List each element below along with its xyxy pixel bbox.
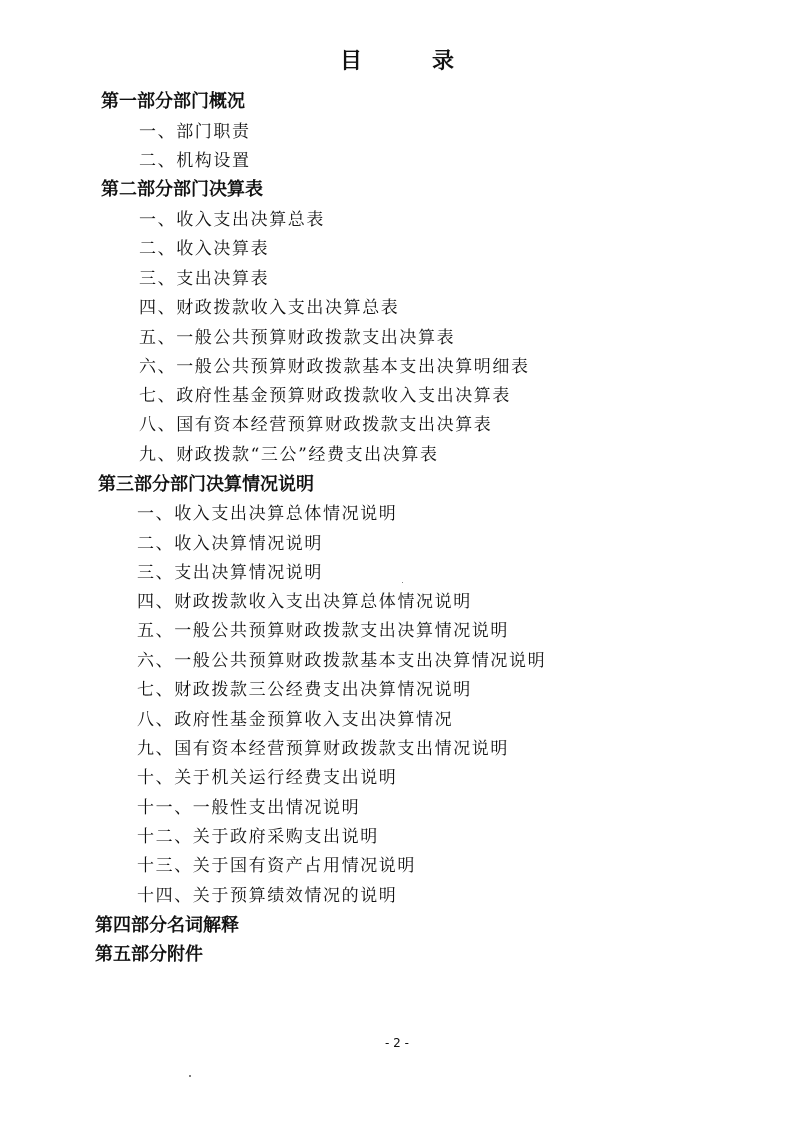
toc-part-heading: 第五部分附件 [95,944,203,965]
page-title: 目 录 [339,49,478,74]
toc-item: 一、收入支出决算总体情况说明 [137,504,398,524]
toc-item: 七、政府性基金预算财政拨款收入支出决算表 [139,386,511,406]
toc-item: 十三、关于国有资产占用情况说明 [137,856,416,876]
toc-item: 六、一般公共预算财政拨款基本支出决算情况说明 [137,651,547,671]
page-number: - 2 - [385,1036,409,1050]
toc-item: 一、收入支出决算总表 [139,210,325,230]
toc-item: 十、关于机关运行经费支出说明 [137,768,398,788]
toc-item: 一、部门职责 [139,122,251,142]
toc-item: 七、财政拨款三公经费支出决算情况说明 [137,680,472,700]
toc-item: 三、支出决算情况说明 [137,563,323,583]
toc-item: 八、政府性基金预算收入支出决算情况 [137,710,454,730]
toc-part-heading: 第一部分部门概况 [101,91,245,112]
toc-item: 四、财政拨款收入支出决算总体情况说明 [137,592,472,612]
toc-item: 二、收入决算情况说明 [137,534,323,554]
toc-part-heading: 第三部分部门决算情况说明 [98,474,314,495]
toc-item: 五、一般公共预算财政拨款支出决算情况说明 [137,621,509,641]
toc-item: 五、一般公共预算财政拨款支出决算表 [139,328,456,348]
toc-part-heading: 第二部分部门决算表 [101,179,263,200]
toc-item: 二、机构设置 [139,151,251,171]
toc-item: 八、国有资本经营预算财政拨款支出决算表 [139,415,493,435]
toc-item: 十二、关于政府采购支出说明 [137,827,379,847]
toc-part-heading: 第四部分名词解释 [95,915,239,936]
toc-item: 十一、一般性支出情况说明 [137,798,361,818]
scan-speck [189,1075,191,1077]
toc-item: 四、财政拨款收入支出决算总表 [139,298,400,318]
scan-speck [402,582,403,583]
toc-item: 十四、关于预算绩效情况的说明 [137,886,398,906]
toc-item: 九、国有资本经营预算财政拨款支出情况说明 [137,739,509,759]
toc-item: 三、支出决算表 [139,269,270,289]
toc-item: 九、财政拨款“三公”经费支出决算表 [139,445,439,465]
toc-item: 六、一般公共预算财政拨款基本支出决算明细表 [139,357,530,377]
toc-item: 二、收入决算表 [139,239,270,259]
